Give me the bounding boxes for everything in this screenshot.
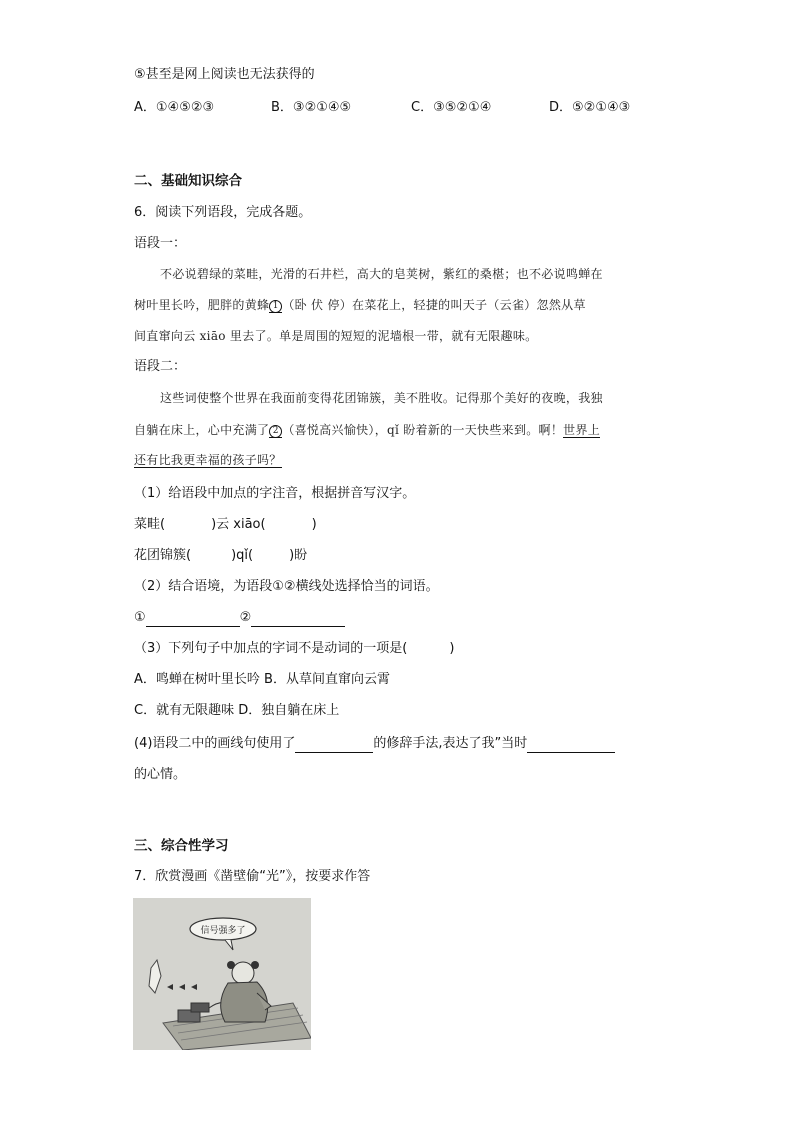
- rhetoric-blank[interactable]: [295, 738, 373, 753]
- question-6-stem: 6．阅读下列语段，完成各题。: [134, 205, 312, 220]
- sub-question-1-row-2: [134, 547, 307, 565]
- blank-2-number: ②: [239, 610, 252, 625]
- underlined-sentence-end: 还有比我更幸福的孩子吗？: [134, 453, 282, 467]
- answer-blank-1[interactable]: [146, 612, 240, 627]
- yunxiao-label: )云 xiāo(: [211, 517, 266, 532]
- passage-1-line-2: [134, 296, 586, 314]
- section-3-heading: 三、综合性学习: [134, 838, 229, 854]
- question-7-stem: 7．欣赏漫画《凿壁偷“光”》，按要求作答: [134, 869, 371, 884]
- underlined-sentence-start: 世界上: [563, 423, 601, 437]
- passage-2-label: 语段二：: [134, 359, 187, 374]
- passage-1-line-3: 间直窜向云 xiāo 里去了。单是周围的短短的泥墙根一带，就有无限趣味。: [134, 329, 538, 343]
- sub-question-1-row-1: [134, 516, 317, 534]
- option-c: C．③⑤②①④: [411, 100, 492, 115]
- passage-2-line-2-a: 自躺在床上，心中充满了: [134, 423, 270, 437]
- close-paren: ): [311, 517, 317, 532]
- qi-label: )qǐ(: [231, 548, 254, 563]
- sub-question-4: [134, 735, 615, 753]
- option-b: B．③②①④⑤: [271, 100, 352, 115]
- statement-5: ⑤甚至是网上阅读也无法获得的: [134, 67, 315, 82]
- passage-1-line-2-a: 树叶里长吟，肥胖的黄蜂: [134, 298, 270, 312]
- jincu-label: 花团锦簇(: [134, 548, 192, 563]
- speech-bubble-text: 信号强多了: [200, 926, 246, 936]
- sub-question-3: [134, 640, 454, 658]
- sub-question-3-options-ab: A．鸣蝉在树叶里长吟 B．从草间直窜向云霄: [134, 672, 390, 687]
- cartoon-drawing: [133, 898, 311, 1050]
- answer-blank-2[interactable]: [251, 612, 345, 627]
- passage-1-label: 语段一：: [134, 236, 187, 251]
- passage-1-line-1: 不必说碧绿的菜畦，光滑的石井栏，高大的皂荚树，紫红的桑椹；也不必说鸣蝉在: [160, 267, 603, 281]
- sub-question-1: （1）给语段中加点的字注音，根据拼音写汉字。: [134, 486, 416, 501]
- passage-2-line-2: [134, 421, 600, 439]
- caiqi-label: 菜畦(: [134, 517, 166, 532]
- sub-question-4-text-a: (4)语段二中的画线句使用了: [134, 736, 296, 751]
- sub-question-2: （2）结合语境，为语段①②横线处选择恰当的词语。: [134, 579, 439, 594]
- sub-question-3-text: （3）下列句子中加点的字词不是动词的一项是(: [134, 641, 408, 656]
- blank-1-marker: 1: [269, 300, 282, 313]
- blank-2-marker: 2: [269, 425, 282, 438]
- sub-question-4-text-b: 的修辞手法,表达了我”当时: [373, 736, 528, 751]
- sub-question-3-close: ): [449, 641, 455, 656]
- sub-question-2-blanks: [134, 609, 345, 627]
- option-d: D．⑤②①④③: [549, 100, 631, 115]
- passage-1-line-2-b: （卧 伏 停）在菜花上，轻捷的叫天子（云雀）忽然从草: [282, 298, 586, 312]
- option-a: A．①④⑤②③: [134, 100, 215, 115]
- passage-2-line-1: 这些词使整个世界在我面前变得花团锦簇，美不胜收。记得那个美好的夜晚，我独: [160, 391, 603, 405]
- qi-suffix: )盼: [289, 548, 308, 563]
- sub-question-4-end: 的心情。: [134, 767, 187, 782]
- passage-2-line-3: [134, 451, 282, 469]
- blank-1-number: ①: [134, 610, 146, 625]
- feeling-blank[interactable]: [527, 738, 615, 753]
- cartoon-image: [133, 898, 311, 1050]
- sub-question-3-options-cd: C．就有无限趣味 D．独自躺在床上: [134, 703, 340, 718]
- section-2-heading: 二、基础知识综合: [134, 173, 242, 189]
- passage-2-line-2-b: （喜悦高兴愉快），qǐ 盼着新的一天快些来到。啊！: [282, 423, 564, 437]
